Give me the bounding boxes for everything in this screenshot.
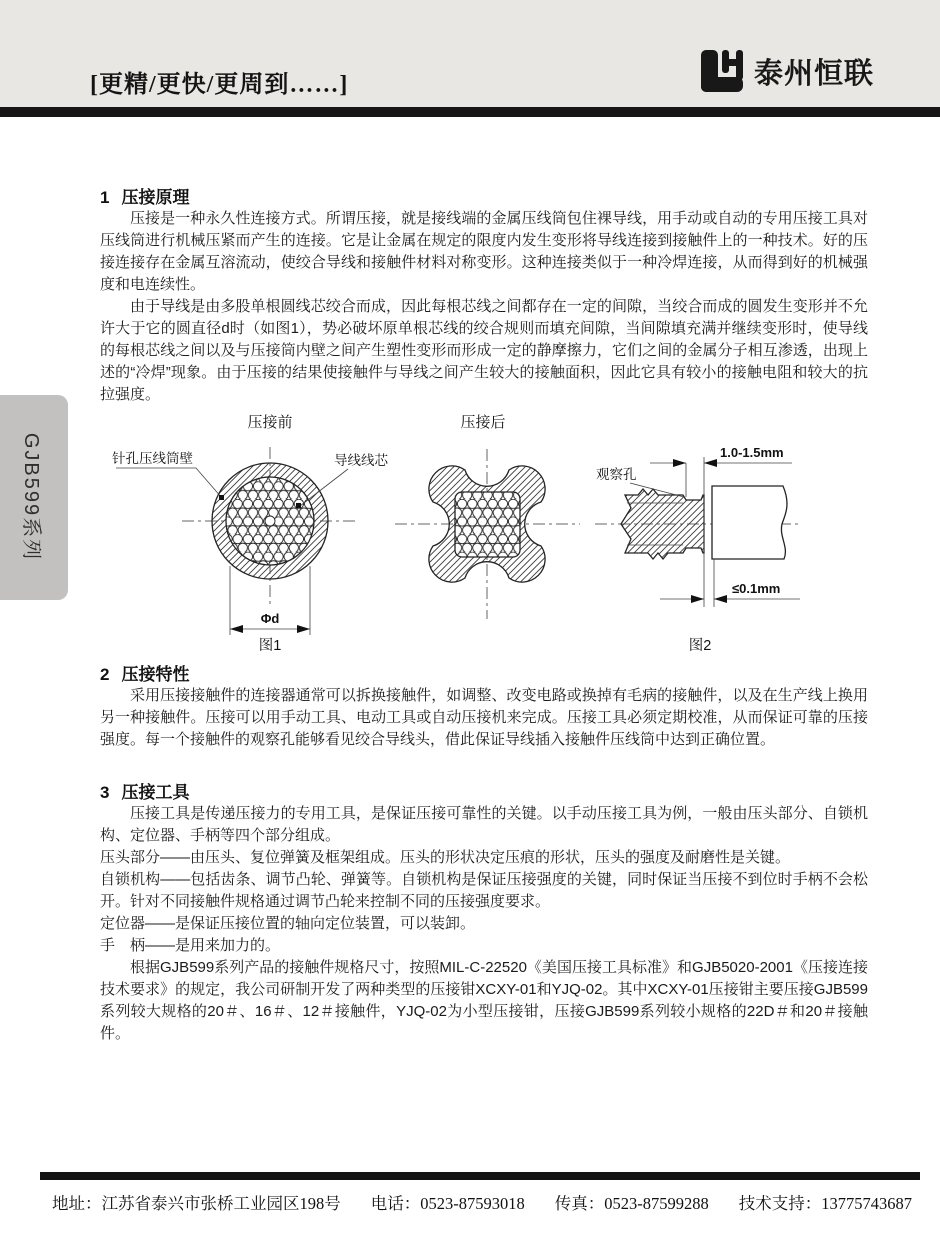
footer-contact-line — [52, 1190, 912, 1214]
company-logo-icon — [699, 48, 745, 94]
footer-rule — [40, 1172, 920, 1180]
section-2-number: 2 — [100, 665, 110, 684]
brand-block — [699, 48, 874, 94]
fig1-barrel-wall-label: 针孔压线筒壁 — [112, 451, 193, 466]
fig1-diameter-label: Φd — [260, 611, 280, 626]
section-3-heading — [100, 778, 868, 803]
section-1-paragraph-2: 由于导线是由多股单根圆线芯绞合而成，因此每根芯线之间都存在一定的间隙，当绞合而成的圆发生变形并不允许大于它的圆直径d时（如图1），势必破坏原单根芯线的绞合规则而填充间隙，当间隙填充满并继续变形时，使导线的每根芯线之间以及与压接筒内壁之间产生塑性变形而形成一定的静摩擦力，它们之间的金属分子相互渗透，出现上述的“冷焊”现象。由于压接的结果使接触件与导线之间产生较大的接触面积，因此它具有较小的接触电阻和较大的抗拉强度。 — [100, 298, 868, 403]
fig2-caption: 图2 — [688, 638, 712, 654]
inspection-hole-label: 观察孔 — [596, 467, 637, 482]
footer-address: 地址：江苏省泰兴市张桥工业园区198号 — [52, 1194, 341, 1213]
header-slogan: [更精/更快/更周到……] — [90, 72, 349, 98]
section-2-heading — [100, 660, 868, 685]
footer-fax: 传真：0523-87599288 — [554, 1194, 709, 1213]
fig1-cross-section-before — [112, 414, 388, 654]
section-3-item-handle: 手 柄——是用来加力的。 — [100, 937, 281, 954]
main-content — [0, 117, 940, 1045]
section-1-title: 压接原理 — [121, 188, 190, 207]
fig2-title: 压接后 — [460, 414, 506, 431]
section-3-paragraph-2: 根据GJB599系列产品的接触件规格尺寸，按照MIL-C-22520《美国压接工具标准》和GJB5020-2001《压接连接技术要求》的规定，我公司研制开发了两种类型的压接钳XCXY-01和YJQ-02。其中XCXY-01压接钳主要压接GJB599系列较大规格的20＃、16＃、12＃接触件，YJQ-02为小型压接钳，压接GJB599系列较小规格的22D＃和20＃接触件。 — [100, 959, 868, 1042]
fig1-title: 压接前 — [247, 414, 293, 431]
dim-bottom-label: ≤0.1mm — [732, 581, 781, 596]
figures-block — [100, 411, 868, 657]
section-1-number: 1 — [100, 188, 110, 207]
page-header — [0, 0, 940, 117]
fig2-cross-section-after — [395, 414, 580, 619]
fig1-caption: 图1 — [258, 638, 282, 654]
section-1-heading — [100, 183, 868, 208]
fig1-wire-core-label: 导线线芯 — [334, 453, 388, 468]
crimp-figures-drawing — [100, 411, 868, 657]
series-side-tab-label: GJB599系列 — [20, 432, 42, 562]
section-1-paragraph-1: 压接是一种永久性连接方式。所谓压接，就是接线端的金属压线筒包住裸导线，用手动或自动的专用压接工具对压线筒进行机械压紧而产生的连接。它是让金属在规定的限度内发生变形将导线连接到接触件上的一种技术。好的压接连接存在金属互溶流动，使绞合导线和接触件材料对称变形。这种连接类似于一种冷焊连接，从而得到好的机械强度和电连续性。 — [100, 210, 868, 293]
fig2-side-view — [595, 445, 800, 654]
section-3-number: 3 — [100, 783, 110, 802]
section-3-item-positioner: 定位器——是保证压接位置的轴向定位装置，可以装卸。 — [100, 915, 476, 932]
dim-top-label: 1.0-1.5mm — [720, 445, 784, 460]
footer-support: 技术支持：13775743687 — [738, 1194, 912, 1213]
section-3-title: 压接工具 — [121, 783, 190, 802]
section-2-paragraph-1: 采用压接接触件的连接器通常可以拆换接触件，如调整、改变电路或换掉有毛病的接触件，以及在生产线上换用另一种接触件。压接可以用手动工具、电动工具或自动压接机来完成。压接工具必须定期校准，从而保证可靠的压接强度。每一个接触件的观察孔能够看见绞合导线头，借此保证导线插入接触件压线筒中达到正确位置。 — [100, 687, 868, 748]
section-3-paragraph-1: 压接工具是传递压接力的专用工具，是保证压接可靠性的关键。以手动压接工具为例，一般由压头部分、自锁机构、定位器、手柄等四个部分组成。 — [100, 805, 868, 844]
footer-phone: 电话：0523-87593018 — [370, 1194, 525, 1213]
section-3-item-crimp-head: 压头部分——由压头、复位弹簧及框架组成。压头的形状决定压痕的形状，压头的强度及耐磨性是关键。 — [100, 849, 791, 866]
brand-name: 泰州恒联 — [753, 57, 874, 90]
section-3-item-self-lock: 自锁机构——包括齿条、调节凸轮、弹簧等。自锁机构是保证压接强度的关键，同时保证当压接不到位时手柄不会松开。针对不同接触件规格通过调节凸轮来控制不同的压接强度要求。 — [100, 871, 868, 910]
section-2-title: 压接特性 — [121, 665, 190, 684]
